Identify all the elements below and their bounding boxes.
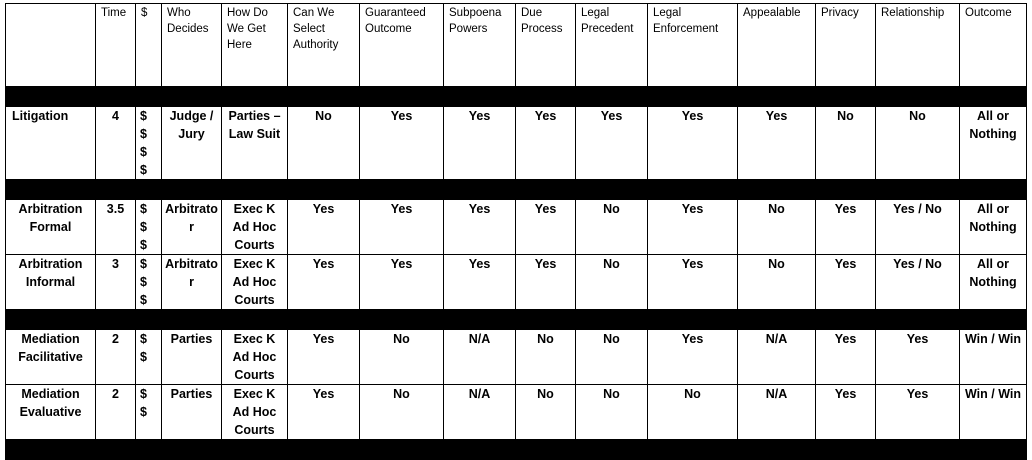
cell-due-process: Yes [516, 200, 576, 255]
cell-relationship: Yes [876, 385, 960, 440]
header-how-do-we-get-here: How Do We Get Here [222, 4, 288, 87]
cell-name: Litigation [6, 107, 96, 180]
cell-relationship: No [876, 107, 960, 180]
cell-legal-enforcement: Yes [648, 107, 738, 180]
separator-cell [6, 440, 1027, 460]
header-cost: $ [136, 4, 162, 87]
cell-how-do-we-get-here: Parties – Law Suit [222, 107, 288, 180]
table-row [6, 385, 1027, 440]
cell-select-authority: Yes [288, 255, 360, 310]
cell-due-process: Yes [516, 107, 576, 180]
cell-outcome: All or Nothing [960, 107, 1027, 180]
header-guaranteed-outcome: Guaranteed Outcome [360, 4, 444, 87]
separator-cell [6, 180, 1027, 200]
cell-cost: $ $ [136, 330, 162, 385]
header-subpoena-powers: Subpoena Powers [444, 4, 516, 87]
table-row [6, 107, 1027, 180]
table-row [6, 330, 1027, 385]
cell-how-do-we-get-here: Exec K Ad Hoc Courts [222, 255, 288, 310]
cell-due-process: No [516, 330, 576, 385]
cell-legal-enforcement: No [648, 385, 738, 440]
cell-appealable: No [738, 255, 816, 310]
cell-relationship: Yes [876, 330, 960, 385]
cell-due-process: No [516, 385, 576, 440]
cell-relationship: Yes / No [876, 200, 960, 255]
cell-time: 3 [96, 255, 136, 310]
cell-legal-precedent: No [576, 200, 648, 255]
cell-cost: $ $ [136, 385, 162, 440]
header-outcome: Outcome [960, 4, 1027, 87]
cell-select-authority: Yes [288, 385, 360, 440]
cell-guaranteed-outcome: No [360, 330, 444, 385]
cell-appealable: N/A [738, 385, 816, 440]
cell-privacy: Yes [816, 255, 876, 310]
cell-legal-precedent: No [576, 385, 648, 440]
separator-cell [6, 87, 1027, 107]
cell-select-authority: No [288, 107, 360, 180]
header-relationship: Relationship [876, 4, 960, 87]
cell-how-do-we-get-here: Exec K Ad Hoc Courts [222, 385, 288, 440]
cell-privacy: No [816, 107, 876, 180]
separator-bar [6, 310, 1027, 330]
cell-cost: $ $ $ $ [136, 107, 162, 180]
cell-time: 2 [96, 330, 136, 385]
header-legal-precedent: Legal Precedent [576, 4, 648, 87]
cell-time: 3.5 [96, 200, 136, 255]
cell-privacy: Yes [816, 330, 876, 385]
cell-guaranteed-outcome: Yes [360, 255, 444, 310]
cell-who-decides: Parties [162, 330, 222, 385]
cell-subpoena-powers: Yes [444, 200, 516, 255]
cell-outcome: All or Nothing [960, 200, 1027, 255]
header-select-authority: Can We Select Authority [288, 4, 360, 87]
cell-cost: $ $ $ [136, 255, 162, 310]
table-row [6, 255, 1027, 310]
cell-legal-enforcement: Yes [648, 255, 738, 310]
header-row [6, 4, 1027, 87]
cell-subpoena-powers: Yes [444, 107, 516, 180]
cell-how-do-we-get-here: Exec K Ad Hoc Courts [222, 200, 288, 255]
header-who-decides: Who Decides [162, 4, 222, 87]
cell-subpoena-powers: N/A [444, 385, 516, 440]
cell-name: Arbitration Informal [6, 255, 96, 310]
cell-legal-precedent: No [576, 330, 648, 385]
cell-appealable: Yes [738, 107, 816, 180]
separator-cell [6, 310, 1027, 330]
cell-cost: $ $ $ [136, 200, 162, 255]
separator-bar [6, 87, 1027, 107]
header-privacy: Privacy [816, 4, 876, 87]
cell-outcome: All or Nothing [960, 255, 1027, 310]
table-row [6, 200, 1027, 255]
cell-subpoena-powers: N/A [444, 330, 516, 385]
cell-privacy: Yes [816, 200, 876, 255]
cell-select-authority: Yes [288, 200, 360, 255]
cell-appealable: N/A [738, 330, 816, 385]
cell-guaranteed-outcome: Yes [360, 200, 444, 255]
header-appealable: Appealable [738, 4, 816, 87]
cell-guaranteed-outcome: No [360, 385, 444, 440]
cell-guaranteed-outcome: Yes [360, 107, 444, 180]
separator-bar [6, 440, 1027, 460]
cell-who-decides: Judge / Jury [162, 107, 222, 180]
cell-time: 4 [96, 107, 136, 180]
cell-time: 2 [96, 385, 136, 440]
separator-bar [6, 180, 1027, 200]
cell-legal-precedent: No [576, 255, 648, 310]
cell-legal-precedent: Yes [576, 107, 648, 180]
cell-privacy: Yes [816, 385, 876, 440]
cell-legal-enforcement: Yes [648, 330, 738, 385]
header-legal-enforcement: Legal Enforcement [648, 4, 738, 87]
cell-legal-enforcement: Yes [648, 200, 738, 255]
header-time: Time [96, 4, 136, 87]
cell-relationship: Yes / No [876, 255, 960, 310]
cell-how-do-we-get-here: Exec K Ad Hoc Courts [222, 330, 288, 385]
cell-who-decides: Parties [162, 385, 222, 440]
cell-name: Mediation Facilitative [6, 330, 96, 385]
cell-outcome: Win / Win [960, 385, 1027, 440]
cell-name: Arbitration Formal [6, 200, 96, 255]
cell-who-decides: Arbitrator [162, 200, 222, 255]
comparison-table [5, 3, 1027, 460]
cell-select-authority: Yes [288, 330, 360, 385]
cell-subpoena-powers: Yes [444, 255, 516, 310]
cell-outcome: Win / Win [960, 330, 1027, 385]
cell-appealable: No [738, 200, 816, 255]
header-due-process: Due Process [516, 4, 576, 87]
cell-who-decides: Arbitrator [162, 255, 222, 310]
cell-name: Mediation Evaluative [6, 385, 96, 440]
header-name [6, 4, 96, 87]
cell-due-process: Yes [516, 255, 576, 310]
